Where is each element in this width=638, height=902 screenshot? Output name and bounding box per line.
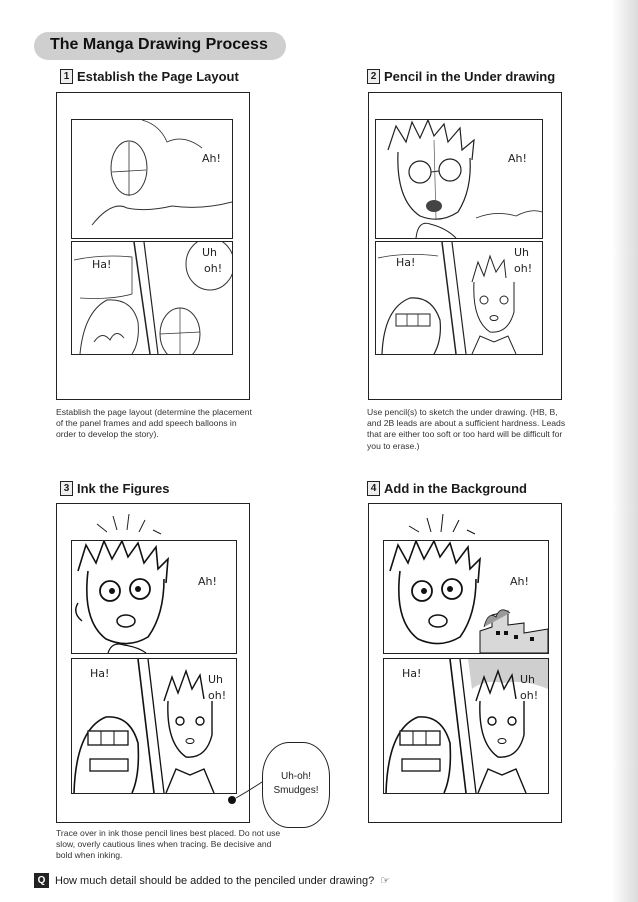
step-4-boy-with-background [384, 541, 548, 653]
step-3-motion-lines [57, 504, 249, 544]
step-3-title: Ink the Figures [77, 481, 170, 496]
step-2-panel-bottom [375, 241, 543, 355]
step-3-number: 3 [60, 481, 73, 496]
step-3-panel-top [71, 540, 237, 654]
step-1-number: 1 [60, 69, 73, 84]
step-3-speech-ah: Ah! [198, 575, 217, 588]
step-2-title: Pencil in the Under drawing [384, 69, 556, 84]
step-3-speech-oh: oh! [208, 689, 227, 702]
step-4-speech-oh: oh! [520, 689, 539, 702]
step-4-panel-bottom [383, 658, 549, 794]
step-4-title: Add in the Background [384, 481, 527, 496]
pointing-hand-icon: ☞ [380, 875, 391, 887]
step-2-speech-oh: oh! [514, 262, 533, 275]
step-3-speech-uh: Uh [208, 673, 224, 686]
step-4-number: 4 [367, 481, 380, 496]
step-2-speech-uh: Uh [514, 246, 530, 259]
step-2-page-frame [368, 92, 562, 400]
step-2-speech-ah: Ah! [508, 152, 527, 165]
step-3-panel-bottom [71, 658, 237, 794]
step-1-speech-ah: Ah! [202, 152, 221, 165]
step-1-page-frame [56, 92, 250, 400]
step-4-panel-top [383, 540, 549, 654]
step-3-caption: Trace over in ink those pencil lines best placed. Do not use slow, overly cautious lines when tracing. Be decisive and bold when inking. [56, 828, 281, 861]
step-4-motion-lines [369, 504, 561, 544]
step-3-boy-inked [72, 541, 236, 653]
step-1-title: Establish the Page Layout [77, 69, 239, 84]
step-2-heading [367, 69, 555, 84]
step-1-speech-oh: oh! [204, 262, 223, 275]
step-4-speech-ha: Ha! [402, 667, 422, 680]
smudge-callout-line1: Uh-oh! [280, 771, 311, 782]
step-1-panel-bottom [71, 241, 233, 355]
step-4-speech-uh: Uh [520, 673, 536, 686]
page-title: The Manga Drawing Process [50, 36, 268, 53]
step-3-heading [60, 481, 169, 496]
question-badge: Q [34, 873, 49, 888]
question-text: How much detail should be added to the penciled under drawing? [55, 874, 375, 887]
step-1-speech-ha: Ha! [92, 258, 112, 271]
step-2-panel-top [375, 119, 543, 239]
step-2-caption: Use pencil(s) to sketch the under drawing. (HB, B, and 2B leads are about a sufficient hardness. Leads that are either too soft or too hard will be difficult for you to erase.) [367, 407, 566, 451]
step-4-heading [367, 481, 527, 496]
step-4-speech-ah: Ah! [510, 575, 529, 588]
smudge-callout-line2: Smudges! [273, 785, 319, 796]
step-3-page-frame [56, 503, 250, 823]
question-line [34, 873, 390, 888]
step-2-speech-ha: Ha! [396, 256, 416, 269]
page-edge-shadow [612, 0, 638, 902]
step-1-speech-uh: Uh [202, 246, 218, 259]
step-2-number: 2 [367, 69, 380, 84]
step-2-boy-glasses-sketch [376, 120, 542, 238]
step-1-panel-top [71, 119, 233, 239]
step-1-heading [60, 69, 239, 84]
step-4-page-frame [368, 503, 562, 823]
step-3-speech-ha: Ha! [90, 667, 110, 680]
step-1-face-sketch [72, 120, 232, 238]
step-1-caption: Establish the page layout (determine the placement of the panel frames and add speech balloons in order to develop the story). [56, 407, 252, 440]
